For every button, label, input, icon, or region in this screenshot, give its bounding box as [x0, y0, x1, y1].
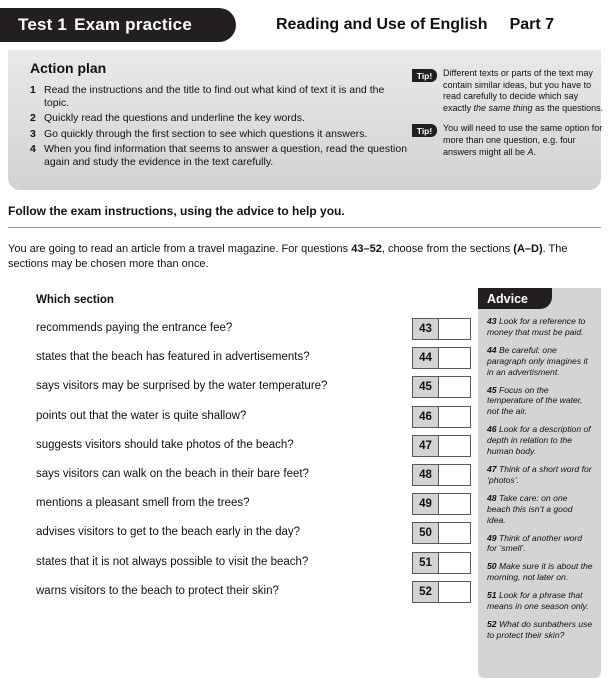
- step-text: Read the instructions and the title to find out what kind of text it is and the topic.: [44, 84, 385, 109]
- tip-text-after: .: [533, 146, 537, 157]
- advice-item-number: 43: [487, 316, 497, 326]
- tip-item: [412, 68, 608, 114]
- step-number: 4: [30, 143, 36, 156]
- answer-input[interactable]: [438, 435, 471, 457]
- advice-item: [487, 619, 593, 641]
- tip-text: [443, 68, 608, 114]
- horizontal-divider: [8, 227, 601, 228]
- intro-section-range: (A–D): [513, 243, 543, 255]
- question-text: warns visitors to the beach to protect their skin?: [36, 584, 279, 597]
- advice-panel-title: Advice: [487, 291, 528, 306]
- answer-input[interactable]: [438, 581, 471, 603]
- question-row: [36, 406, 466, 435]
- advice-panel-header: [478, 288, 552, 309]
- tip-emphasis: A: [527, 146, 534, 157]
- question-text: says visitors may be surprised by the water temperature?: [36, 380, 328, 393]
- answer-box-group: [412, 347, 471, 369]
- questions-column-heading: Which section: [36, 294, 114, 306]
- advice-item-number: 51: [487, 590, 497, 601]
- advice-panel: [478, 288, 601, 678]
- intro-question-range: 43–52: [351, 243, 382, 255]
- action-plan-steps: [30, 84, 408, 172]
- advice-item-text: Focus on the temperature of the water, not the air.: [487, 384, 583, 417]
- question-text: suggests visitors should take photos of the beach?: [36, 438, 294, 451]
- tip-emphasis: the same thing: [473, 102, 533, 113]
- page-header: [0, 8, 609, 50]
- tip-badge: Tip!: [412, 124, 437, 137]
- action-plan-step: [30, 112, 408, 125]
- tip-badge: Tip!: [412, 69, 437, 82]
- answer-box-group: [412, 552, 471, 574]
- step-number: 3: [30, 127, 36, 140]
- advice-item-number: 44: [487, 344, 497, 355]
- tip-text-before: Different texts or parts of the text may contain similar ideas, but you have to read carefully to decide which say exactly: [443, 68, 593, 113]
- answer-box-group: [412, 435, 471, 457]
- advice-item-text: Think of another word for ‘smell’.: [487, 532, 583, 554]
- action-plan-step: [30, 128, 408, 141]
- answer-input[interactable]: [438, 318, 471, 340]
- advice-item: [487, 424, 593, 457]
- question-row: [36, 347, 466, 376]
- advice-item: [487, 561, 593, 583]
- advice-item-text: Be careful: one paragraph only imagines it in an advertisment.: [487, 344, 588, 377]
- answer-input[interactable]: [438, 376, 471, 398]
- intro-part-1: You are going to read an article from a travel magazine. For questions: [8, 243, 352, 255]
- header-skill-label: Reading and Use of English: [276, 16, 488, 33]
- question-row: [36, 522, 466, 551]
- answer-box-group: [412, 318, 471, 340]
- advice-item-text: What do sunbathers use to protect their skin?: [487, 618, 593, 640]
- action-plan-step: [30, 84, 408, 109]
- advice-item-number: 48: [487, 492, 497, 503]
- question-row: [36, 376, 466, 405]
- content-area: [0, 288, 609, 678]
- header-part-label: Part 7: [509, 16, 555, 33]
- header-tab-title: Exam practice: [74, 15, 192, 34]
- question-text: recommends paying the entrance fee?: [36, 322, 233, 334]
- answer-input[interactable]: [438, 493, 471, 515]
- step-text: When you find information that seems to answer a question, read the question again and study the evidence in the text carefully.: [44, 143, 408, 168]
- question-number: 52: [412, 581, 438, 603]
- advice-item: [487, 493, 593, 526]
- advice-item: [487, 464, 593, 486]
- answer-box-group: [412, 464, 471, 486]
- advice-item-number: 49: [487, 532, 497, 543]
- advice-item-text: Look for a description of depth in relation to the human body.: [487, 424, 591, 457]
- advice-item-text: Think of a short word for ‘photos’.: [487, 463, 592, 485]
- question-number: 43: [412, 318, 438, 340]
- header-tab-label: [18, 15, 192, 35]
- tips-group: [412, 68, 608, 167]
- advice-item: [487, 590, 593, 612]
- question-row: [36, 581, 466, 610]
- tip-text-before: You will need to use the same option for more than one question, e.g. four answers might all be: [443, 123, 603, 157]
- intro-part-3: . The sections may be chosen more than once.: [8, 243, 568, 270]
- step-number: 2: [30, 112, 36, 125]
- step-text: Quickly read the questions and underline the key words.: [44, 112, 305, 125]
- tip-text-after: as the questions.: [532, 102, 604, 113]
- question-row: [36, 318, 466, 347]
- advice-item: [487, 385, 593, 418]
- question-number: 45: [412, 376, 438, 398]
- action-plan-step: [30, 143, 408, 168]
- question-number: 51: [412, 552, 438, 574]
- answer-input[interactable]: [438, 464, 471, 486]
- task-intro-text: [8, 242, 588, 272]
- answer-box-group: [412, 376, 471, 398]
- answer-input[interactable]: [438, 347, 471, 369]
- advice-item-text: Take care: on one beach this isn’t a good idea.: [487, 492, 573, 525]
- question-number: 48: [412, 464, 438, 486]
- advice-item-number: 46: [487, 424, 497, 435]
- question-number: 49: [412, 493, 438, 515]
- action-plan-title: Action plan: [30, 60, 107, 76]
- question-number: 46: [412, 406, 438, 428]
- question-row: [36, 552, 466, 581]
- question-text: says visitors can walk on the beach in their bare feet?: [36, 467, 309, 480]
- question-text: advises visitors to get to the beach early in the day?: [36, 526, 301, 539]
- answer-box-group: [412, 493, 471, 515]
- question-number: 47: [412, 435, 438, 457]
- advice-item-number: 45: [487, 384, 497, 395]
- question-text: states that it is not always possible to visit the beach?: [36, 555, 309, 568]
- answer-box-group: [412, 406, 471, 428]
- question-row: [36, 464, 466, 493]
- header-right-group: [276, 8, 554, 42]
- question-number: 50: [412, 522, 438, 544]
- question-row: [36, 435, 466, 464]
- step-number: 1: [30, 84, 36, 96]
- answer-box-group: [412, 581, 471, 603]
- advice-item: [487, 345, 593, 378]
- question-list: [36, 318, 466, 610]
- question-text: mentions a pleasant smell from the trees?: [36, 497, 250, 510]
- action-plan-panel: [8, 50, 604, 190]
- answer-box-group: [412, 522, 471, 544]
- advice-item-number: 47: [487, 463, 497, 474]
- question-number: 44: [412, 347, 438, 369]
- advice-item-text: Make sure it is about the morning, not later on.: [487, 561, 593, 583]
- advice-item-text: Look for a phrase that means in one season only.: [487, 590, 589, 612]
- answer-input[interactable]: [438, 522, 471, 544]
- advice-item: [487, 316, 593, 338]
- step-text: Go quickly through the first section to see which questions it answers.: [44, 127, 368, 140]
- advice-item-text: Look for a reference to money that must be paid.: [487, 316, 586, 337]
- answer-input[interactable]: [438, 406, 471, 428]
- header-test-number: Test 1: [18, 15, 68, 34]
- advice-item-number: 50: [487, 561, 497, 572]
- intro-part-2: , choose from the sections: [381, 243, 514, 255]
- question-text: points out that the water is quite shallow?: [36, 409, 247, 422]
- advice-item-number: 52: [487, 618, 497, 629]
- tip-text: [443, 123, 608, 158]
- header-tab: [0, 8, 236, 42]
- advice-item-list: [478, 309, 601, 641]
- follow-instructions-line: Follow the exam instructions, using the advice to help you.: [8, 204, 345, 218]
- question-row: [36, 493, 466, 522]
- tip-item: [412, 123, 608, 158]
- answer-input[interactable]: [438, 552, 471, 574]
- advice-item: [487, 533, 593, 555]
- question-text: states that the beach has featured in advertisements?: [36, 351, 310, 364]
